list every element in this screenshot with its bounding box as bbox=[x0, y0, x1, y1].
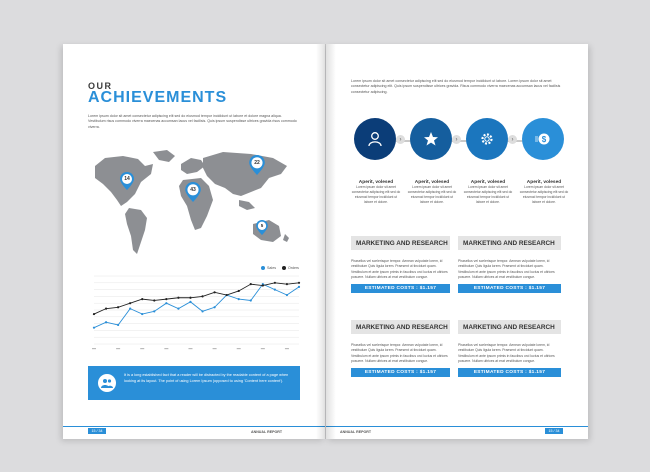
data-point bbox=[250, 283, 252, 285]
x-tick bbox=[237, 348, 241, 349]
data-point bbox=[286, 294, 288, 296]
footer-label: ANNUAL REPORT bbox=[340, 430, 372, 434]
data-point bbox=[141, 298, 143, 300]
x-tick bbox=[164, 348, 168, 349]
cost-block bbox=[458, 320, 561, 377]
gear-icon bbox=[479, 131, 495, 147]
user-icon bbox=[367, 131, 383, 147]
legend-item bbox=[282, 266, 299, 270]
x-tick bbox=[261, 348, 265, 349]
intro-text: Lorem ipsum dolor sit amet consectetur adipiscing elit sed do eiusmod tempor incididunt ut labore et dolore magna aliqua. Vestibulum risus commodo viverra maecenas accumsan lacus vel facilisis. Quis ipsum suspendisse ultrices gravida risus commodo viverra. bbox=[88, 114, 297, 129]
block-text: Phasellus vel scelerisque tempor. Aenean vulputate lorem, id vestibulum Quis ligula lorem. Praesent ut tincidunt quam. Vestibulum et ante ipsum primis in faucibus orci luctus et ultrices posuere. Nullam ultrices at erat vestibulum congue. bbox=[458, 343, 555, 363]
data-point bbox=[189, 297, 191, 299]
marker-label: 5 bbox=[260, 223, 264, 228]
estimated-cost: ESTIMATED COSTS : $1.157 bbox=[351, 368, 450, 377]
map-marker bbox=[249, 155, 265, 175]
map-marker bbox=[120, 172, 134, 190]
data-point bbox=[165, 298, 167, 300]
star-icon bbox=[423, 131, 439, 147]
chart-legend bbox=[261, 266, 299, 270]
x-tick bbox=[285, 348, 289, 349]
data-point bbox=[117, 324, 119, 326]
estimated-cost: ESTIMATED COSTS : $1.157 bbox=[458, 368, 561, 377]
info-text: It is a long established fact that a reader will be distracted by the readable content of a page when looking at its layout. The point of using Lorem Ipsum (opposed to using 'Content here content'). bbox=[124, 373, 289, 383]
line-chart bbox=[88, 272, 303, 354]
block-heading: MARKETING AND RESEARCH bbox=[351, 236, 450, 250]
info-box bbox=[88, 366, 300, 400]
data-point bbox=[141, 313, 143, 315]
legend-label: Orders bbox=[288, 266, 299, 270]
data-point bbox=[298, 286, 300, 288]
data-point bbox=[262, 284, 264, 286]
legend-item bbox=[261, 266, 276, 270]
data-point bbox=[298, 282, 300, 284]
right-page bbox=[326, 44, 588, 439]
left-page bbox=[63, 44, 325, 439]
data-point bbox=[238, 290, 240, 292]
block-text: Phasellus vel scelerisque tempor. Aenean vulputate lorem, id vestibulum Quis ligula lorem. Praesent ut tincidunt quam. Vestibulum et ante ipsum primis in faucibus orci luctus et ultrices posuere. Nullam ultrices at erat vestibulum congue. bbox=[458, 259, 555, 279]
marker-label: 22 bbox=[254, 160, 260, 166]
data-point bbox=[105, 321, 107, 323]
step-text: Lorem ipsum dolor sit amet consectetur adipiscing elit sed do eiusmod tempor incididunt ut labore et dolore. bbox=[351, 185, 401, 204]
x-tick bbox=[92, 348, 96, 349]
step-circle bbox=[466, 118, 508, 160]
data-point bbox=[213, 291, 215, 293]
legend-swatch bbox=[261, 266, 265, 270]
data-point bbox=[238, 298, 240, 300]
data-point bbox=[177, 297, 179, 299]
step-caption bbox=[351, 180, 401, 205]
chevron-right-icon: › bbox=[508, 135, 517, 144]
process-steps bbox=[354, 118, 564, 164]
step-circle bbox=[354, 118, 396, 160]
map-marker bbox=[185, 182, 201, 202]
data-point bbox=[117, 306, 119, 308]
x-tick bbox=[188, 348, 192, 349]
step-title: Aperit, volesed bbox=[358, 180, 394, 185]
data-point bbox=[93, 327, 95, 329]
page-number: 15 / 34 bbox=[88, 428, 106, 434]
data-point bbox=[274, 289, 276, 291]
people-icon bbox=[98, 374, 116, 392]
marker-label: 43 bbox=[190, 187, 196, 193]
footer-rule bbox=[326, 426, 588, 427]
data-point bbox=[226, 294, 228, 296]
data-point bbox=[213, 306, 215, 308]
title-small: OUR bbox=[88, 81, 113, 91]
data-point bbox=[286, 283, 288, 285]
data-point bbox=[250, 299, 252, 301]
step-text: Lorem ipsum dolor sit amet consectetur adipiscing elit sed do eiusmod tempor incididunt ut labore et dolore. bbox=[463, 185, 513, 204]
data-point bbox=[153, 299, 155, 301]
footer-label: ANNUAL REPORT bbox=[251, 430, 283, 434]
map-marker bbox=[256, 220, 268, 235]
chevron-right-icon: › bbox=[396, 135, 405, 144]
page-number: 15 / 34 bbox=[545, 428, 563, 434]
legend-swatch bbox=[282, 266, 286, 270]
data-point bbox=[177, 308, 179, 310]
cost-block bbox=[351, 320, 450, 377]
block-heading: MARKETING AND RESEARCH bbox=[351, 320, 450, 334]
data-point bbox=[189, 301, 191, 303]
block-heading: MARKETING AND RESEARCH bbox=[458, 236, 561, 250]
step-title: Aperit, volesed bbox=[414, 180, 450, 185]
series-line bbox=[94, 284, 299, 328]
block-heading: MARKETING AND RESEARCH bbox=[458, 320, 561, 334]
footer-rule bbox=[63, 426, 325, 427]
data-point bbox=[153, 310, 155, 312]
data-point bbox=[129, 302, 131, 304]
x-tick bbox=[213, 348, 217, 349]
block-text: Phasellus vel scelerisque tempor. Aenean vulputate lorem, id vestibulum Quis ligula lorem. Praesent ut tincidunt quam. Vestibulum et ante ipsum primis in faucibus orci luctus et ultrices posuere. Nullam ultrices at erat vestibulum congue. bbox=[351, 259, 448, 279]
x-tick bbox=[140, 348, 144, 349]
data-point bbox=[105, 308, 107, 310]
legend-label: Sales bbox=[267, 266, 276, 270]
marker-label: 14 bbox=[124, 176, 130, 182]
step-circle bbox=[522, 118, 564, 160]
series-line bbox=[94, 283, 299, 314]
svg-text:$: $ bbox=[541, 135, 547, 144]
step-title: Aperit, volesed bbox=[470, 180, 506, 185]
block-text: Phasellus vel scelerisque tempor. Aenean vulputate lorem, id vestibulum Quis ligula lorem. Praesent ut tincidunt quam. Vestibulum et ante ipsum primis in faucibus orci luctus et ultrices posuere. Nullam ultrices at erat vestibulum congue. bbox=[351, 343, 448, 363]
chevron-right-icon: › bbox=[452, 135, 461, 144]
step-caption bbox=[463, 180, 513, 205]
data-point bbox=[201, 295, 203, 297]
step-title: Aperit, volesed bbox=[526, 180, 562, 185]
data-point bbox=[129, 308, 131, 310]
data-point bbox=[93, 313, 95, 315]
x-tick bbox=[116, 348, 120, 349]
cost-block bbox=[458, 236, 561, 293]
data-point bbox=[274, 282, 276, 284]
step-text: Lorem ipsum dolor sit amet consectetur adipiscing elit sed do eiusmod tempor incididunt ut labore et dolore. bbox=[519, 185, 569, 204]
estimated-cost: ESTIMATED COSTS : $1.157 bbox=[351, 284, 450, 293]
data-point bbox=[165, 302, 167, 304]
step-circle bbox=[410, 118, 452, 160]
page-title: ACHIEVEMENTS bbox=[88, 89, 228, 106]
step-caption bbox=[519, 180, 569, 205]
world-map bbox=[83, 144, 303, 269]
cost-block bbox=[351, 236, 450, 293]
step-caption bbox=[407, 180, 457, 205]
data-point bbox=[201, 310, 203, 312]
people-glyph bbox=[101, 378, 113, 388]
estimated-cost: ESTIMATED COSTS : $1.157 bbox=[458, 284, 561, 293]
step-text: Lorem ipsum dolor sit amet consectetur adipiscing elit sed do eiusmod tempor incididunt ut labore et dolore. bbox=[407, 185, 457, 204]
intro-text: Lorem ipsum dolor sit amet consectetur adipiscing elit sed do eiusmod tempor incididunt ut labore. Lorem ipsum dolor sit amet consectetur adipiscing elit. Quis ipsum suspendisse ultrices gravida. Risus commodo viverra maecenas accumsan lacus vel facilisis consectetur adipiscing. bbox=[351, 79, 561, 94]
money-icon bbox=[535, 131, 551, 147]
